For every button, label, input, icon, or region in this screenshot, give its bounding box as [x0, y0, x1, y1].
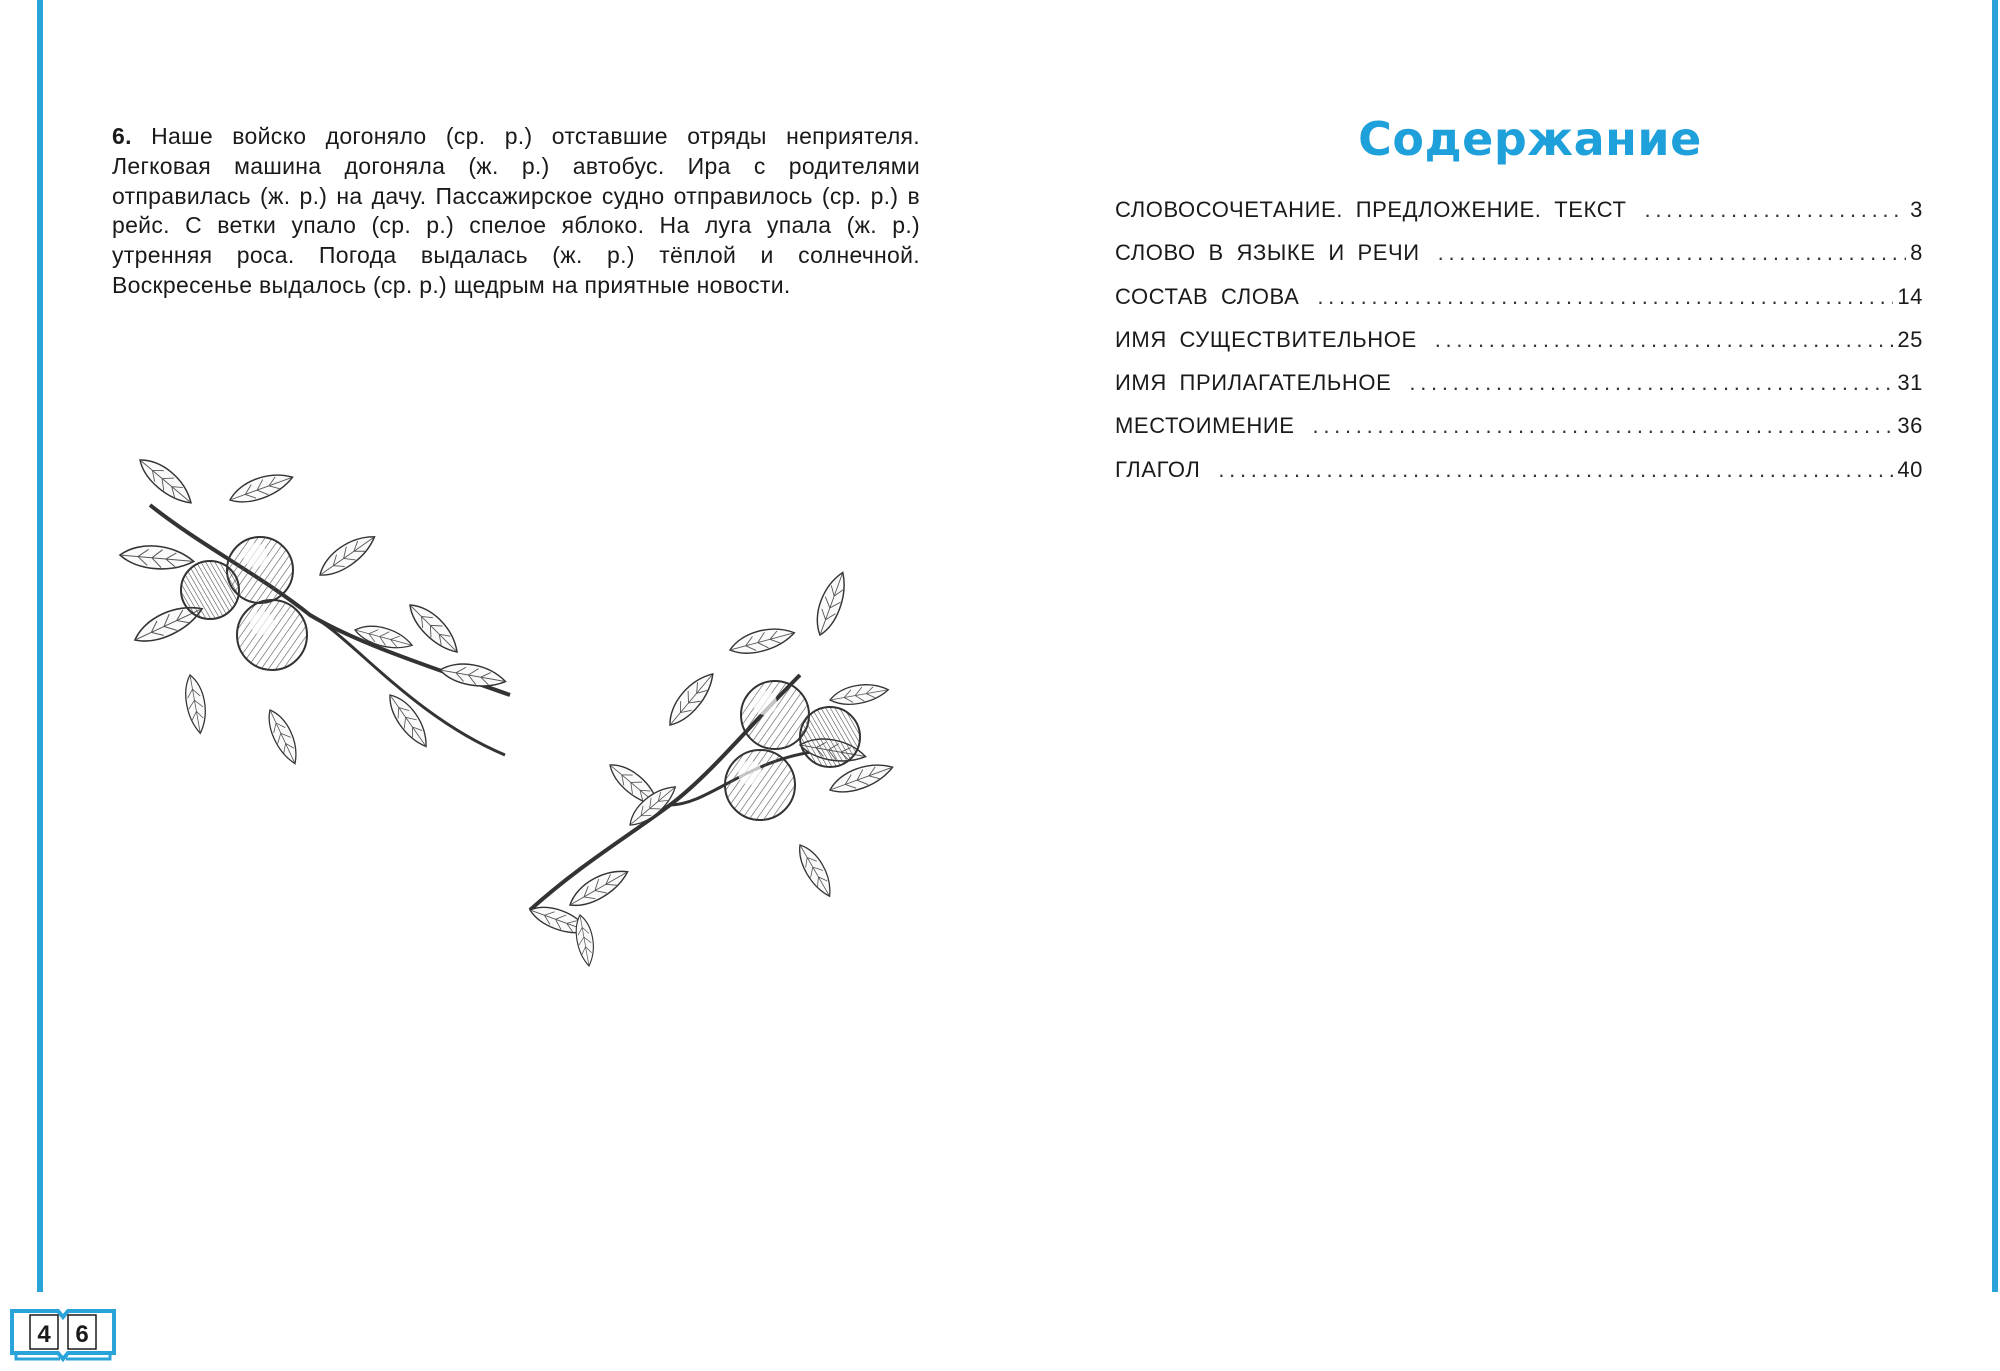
toc-item-page: 40	[1897, 456, 1923, 482]
toc-title: Содержание	[1358, 112, 1702, 166]
toc-item-label: СЛОВОСОЧЕТАНИЕ. ПРЕДЛОЖЕНИЕ. ТЕКСТ	[1115, 197, 1627, 222]
page-number-badge	[8, 1303, 118, 1368]
toc-item-label: ИМЯ СУЩЕСТВИТЕЛЬНОЕ	[1115, 326, 1417, 352]
toc-item-page: 25	[1897, 326, 1923, 352]
toc-item-label: МЕСТОИМЕНИЕ	[1115, 413, 1295, 439]
exercise-6	[112, 122, 920, 301]
toc-leader-dots	[1645, 197, 1907, 223]
toc-leader-dots	[1317, 284, 1893, 310]
toc-item[interactable]	[1115, 284, 1923, 327]
toc-item-page: 14	[1897, 283, 1923, 309]
toc-item[interactable]	[1115, 457, 1923, 500]
page-digit-1: 4	[37, 1321, 51, 1348]
toc-leader-dots	[1313, 413, 1894, 439]
toc-item-page: 31	[1897, 370, 1923, 396]
apple-branch-lower	[527, 569, 896, 968]
toc-leader-dots	[1409, 370, 1893, 396]
exercise-number: 6.	[112, 123, 132, 149]
apple-branch-illustration	[110, 445, 930, 970]
toc-item-page: 3	[1910, 197, 1923, 222]
left-page-border	[37, 0, 43, 1292]
right-page-border	[1992, 0, 1998, 1292]
toc-item-page: 8	[1910, 240, 1923, 266]
toc-leader-dots	[1435, 327, 1894, 353]
table-of-contents	[1115, 197, 1923, 500]
toc-item[interactable]	[1115, 370, 1923, 413]
toc-item-page: 36	[1897, 413, 1923, 439]
open-book-icon	[8, 1303, 118, 1363]
toc-item[interactable]	[1115, 197, 1923, 240]
toc-leader-dots	[1438, 240, 1906, 266]
toc-item-label: СОСТАВ СЛОВА	[1115, 283, 1300, 309]
exercise-text: Наше войско догоняло (ср. р.) отставшие отряды неприятеля. Легковая машина догоняла (ж. р.) автобус. Ира с родителями отправилась (ж. р.) на дачу. Пассажирское судно отправилось (ср. р.) в рейс. С ветки упало (ср. р.) спелое яблоко. На луга упала (ж. р.) утренняя роса. Погода выдалась (ж. р.) тёплой и солнечной. Воскресенье выдалось (ср. р.) щедрым на приятные новости.	[112, 123, 920, 298]
page-digit-2: 6	[75, 1321, 89, 1348]
apple-branch-upper	[119, 452, 510, 767]
toc-item-label: ИМЯ ПРИЛАГАТЕЛЬНОЕ	[1115, 370, 1392, 396]
toc-leader-dots	[1218, 457, 1893, 483]
toc-item[interactable]	[1115, 327, 1923, 370]
toc-item[interactable]	[1115, 240, 1923, 283]
toc-item-label: ГЛАГОЛ	[1115, 456, 1201, 482]
toc-item[interactable]	[1115, 413, 1923, 456]
toc-item-label: СЛОВО В ЯЗЫКЕ И РЕЧИ	[1115, 240, 1420, 266]
